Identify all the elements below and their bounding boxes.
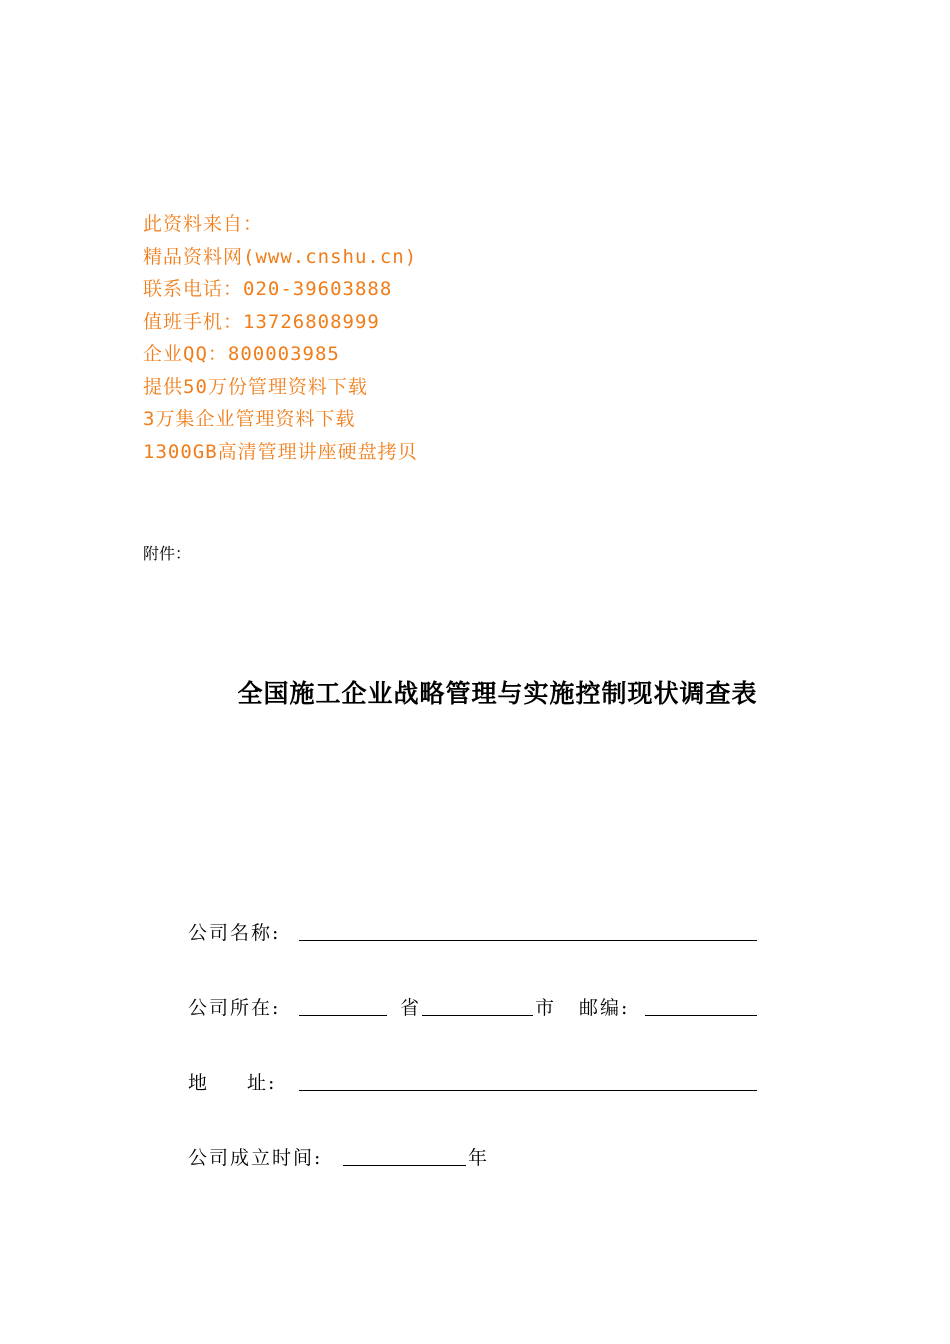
location-label: 公司所在: [188,997,281,1019]
city-field[interactable] [422,1015,533,1016]
founded-year-field[interactable] [343,1165,466,1166]
founded-label: 公司成立时间: [188,1147,323,1169]
city-label: 市 [535,997,557,1019]
address-label: 地 址: [188,1072,277,1094]
promo-line: 3万集企业管理资料下载 [143,408,356,430]
postcode-label: 邮编: [579,997,630,1019]
promo-line: 联系电话：020-39603888 [143,278,393,300]
company-name-field[interactable] [299,940,757,941]
address-field[interactable] [299,1090,757,1091]
postcode-field[interactable] [645,1015,757,1016]
document-title: 全国施工企业战略管理与实施控制现状调查表 [237,679,758,708]
promo-line: 提供50万份管理资料下载 [143,375,368,398]
promo-line: 1300GB高清管理讲座硬盘拷贝 [143,440,418,463]
province-label: 省 [400,997,422,1019]
promo-line: 此资料来自： [143,213,264,235]
attachment-label: 附件： [143,544,192,563]
year-label: 年 [468,1147,490,1169]
company-name-label: 公司名称: [188,922,281,944]
promo-block [143,208,418,468]
promo-line: 值班手机：13726808999 [143,310,380,333]
promo-line: 企业QQ：800003985 [143,343,340,365]
promo-line: 精品资料网(www.cnshu.cn) [143,245,418,268]
province-field[interactable] [299,1015,387,1016]
